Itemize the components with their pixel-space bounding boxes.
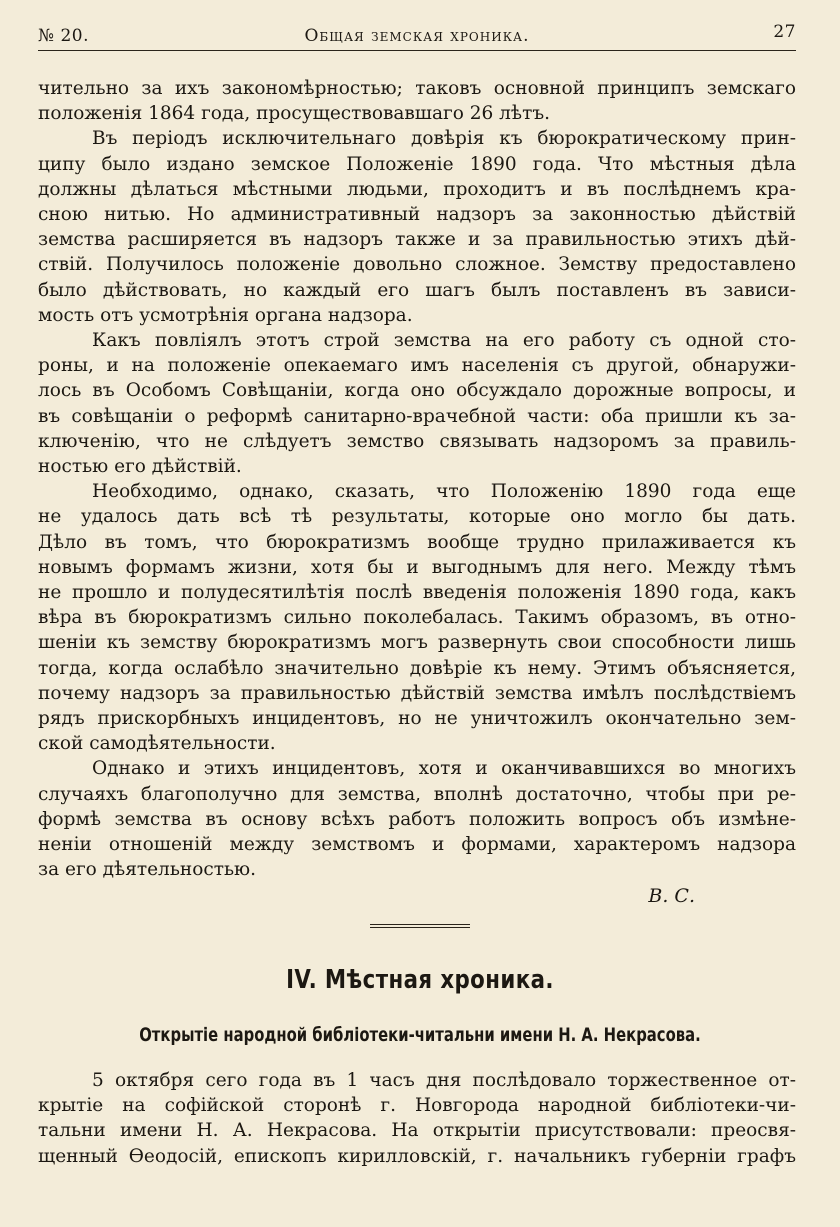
header-rule <box>38 50 796 51</box>
paragraph <box>38 126 796 328</box>
text-line: не прошло и полудесятилѣтія послѣ введенія положенія 1890 года, какъ <box>38 582 796 604</box>
paragraph <box>38 756 796 882</box>
paragraph <box>38 76 796 126</box>
text-line: 5 октября сего года въ 1 часъ дня послѣдовало торжественное от- <box>92 1070 796 1091</box>
text-line: въ совѣщаніи о реформѣ санитарно-врачебной части: оба пришли къ за- <box>38 405 796 427</box>
text-line: не удалось дать всѣ тѣ результаты, которые оно могло бы дать. <box>38 506 796 528</box>
text-line: ностью его дѣйствій. <box>38 456 242 478</box>
text-line: вѣра въ бюрократизмъ сильно поколебалась. Такимъ образомъ, въ отно- <box>38 607 796 629</box>
text-line: земства расширяется въ надзоръ также и за правильностью этихъ дѣй- <box>38 229 796 251</box>
text-line: ципу было издано земское Положеніе 1890 года. Что мѣстныя дѣла <box>38 153 796 175</box>
section-title: IV. Мѣстная хроника. <box>286 965 554 995</box>
running-title: Общая земская хроника. <box>304 26 530 46</box>
text-line: ключенію, что не слѣдуетъ земство связывать надзоромъ за правиль- <box>38 430 796 452</box>
text-line: шеніи къ земству бюрократизмъ могъ развернуть свои способности лишь <box>38 632 796 654</box>
text-line: тальни имени Н. А. Некрасова. На открытіи присутствовали: преосвя- <box>38 1120 796 1142</box>
page-number: 27 <box>773 22 796 42</box>
text-line: Однако и этихъ инцидентовъ, хотя и оканчивавшихся во многихъ <box>92 758 796 780</box>
text-line: было дѣйствовать, но каждый его шагъ былъ поставленъ въ зависи- <box>38 279 796 301</box>
text-line: положенія 1864 года, просуществовавшаго 26 лѣтъ. <box>38 103 550 125</box>
section-divider <box>370 924 470 930</box>
issue-number: № 20. <box>38 26 90 46</box>
text-line: лось въ Особомъ Совѣщаніи, когда оно обсуждало дорожные вопросы, и <box>38 380 796 402</box>
author-signature: В. С. <box>648 885 695 907</box>
text-line: Дѣло въ томъ, что бюрократизмъ вообще трудно прилаживается къ <box>38 531 796 553</box>
text-line: тогда, когда ослабѣло значительно довѣріе къ нему. Этимъ объясняется, <box>38 657 796 679</box>
text-line: щенный Ѳеодосій, епископъ кирилловскій, г. начальникъ губерніи графъ <box>38 1145 796 1167</box>
article-body <box>38 76 796 883</box>
text-line: почему надзоръ за правильностью дѣйствій земства имѣлъ послѣдствіемъ <box>38 682 796 704</box>
paragraph <box>38 328 796 479</box>
text-line: сною нитью. Но административный надзоръ за законностью дѣйствій <box>38 204 796 226</box>
section-body <box>38 1068 796 1169</box>
text-line: случаяхъ благополучно для земства, вполнѣ достаточно, чтобы при ре- <box>38 783 796 805</box>
text-line: неніи отношеній между земствомъ и формами, характеромъ надзора <box>38 834 796 856</box>
text-line: Какъ повліялъ этотъ строй земства на его работу съ одной сто- <box>92 330 796 352</box>
text-line: рядъ прискорбныхъ инцидентовъ, но не уничтожилъ окончательно зем- <box>38 708 796 730</box>
text-line: ствій. Получилось положеніе довольно сложное. Земству предоставлено <box>38 254 796 276</box>
paragraph <box>38 479 796 756</box>
paragraph <box>38 1068 796 1169</box>
text-line: ской самодѣятельности. <box>38 733 276 755</box>
text-line: мость отъ усмотрѣнія органа надзора. <box>38 304 413 326</box>
text-line: Необходимо, однако, сказать, что Положенію 1890 года еще <box>92 481 796 503</box>
text-line: за его дѣятельностью. <box>38 859 257 881</box>
section-subtitle: Открытіе народной библіотеки-читальни имени Н. А. Некрасова. <box>139 1024 701 1046</box>
text-line: формѣ земства въ основу всѣхъ работъ положить вопросъ объ измѣне- <box>38 808 796 830</box>
text-line: должны дѣлаться мѣстными людьми, проходитъ и въ послѣднемъ кра- <box>38 178 796 200</box>
text-line: новымъ формамъ жизни, хотя бы и выгоднымъ для него. Между тѣмъ <box>38 556 796 578</box>
text-line: роны, и на положеніе опекаемаго имъ населенія съ другой, обнаружи- <box>38 355 796 377</box>
page-header <box>38 20 796 50</box>
text-line: крытіе на софійской сторонѣ г. Новгорода народной библіотеки-чи- <box>38 1095 796 1117</box>
text-line: чительно за ихъ закономѣрностью; таковъ основной принципъ земскаго <box>38 78 796 99</box>
text-line: Въ періодъ исключительнаго довѣрія къ бюрократическому прин- <box>92 128 796 150</box>
